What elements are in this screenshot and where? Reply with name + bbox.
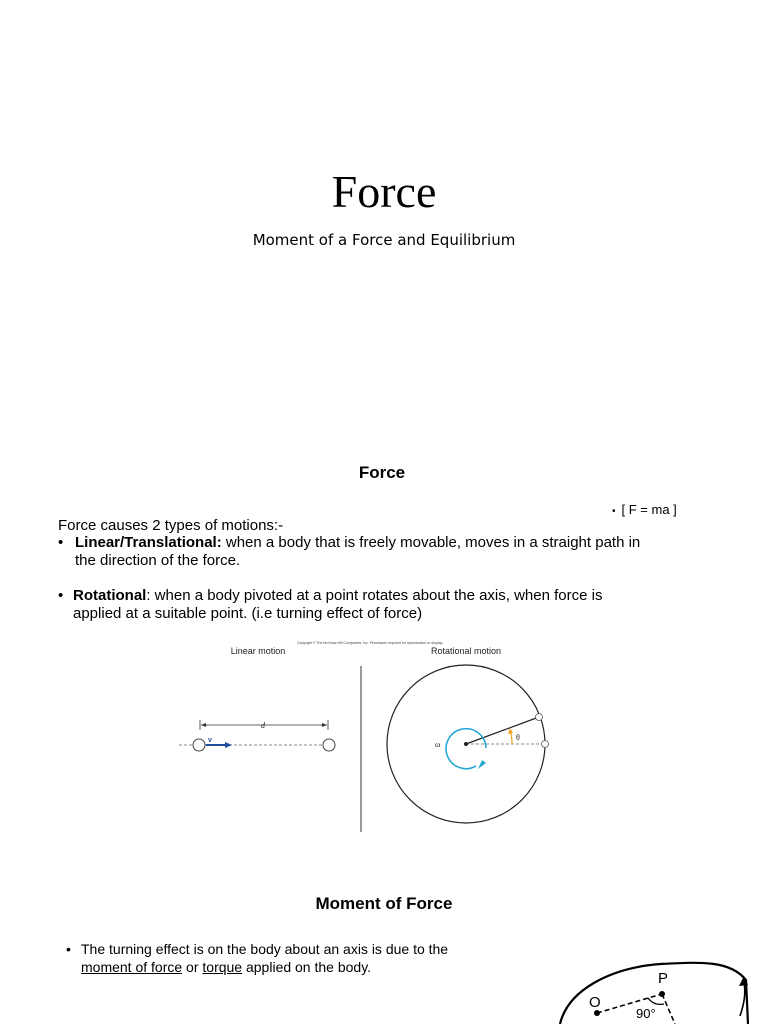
linear-desc-line1: when a body that is freely movable, moves in a straight path in — [221, 534, 641, 551]
angular-arrowhead — [478, 760, 486, 769]
bullet-dot: • — [58, 534, 64, 551]
theta-arrowhead — [508, 728, 513, 734]
pivot-point — [464, 742, 468, 746]
moment-desc-line1: The turning effect is on the body about an axis is due to the — [81, 941, 449, 957]
label-d: d — [261, 721, 265, 730]
particle-start — [193, 739, 205, 751]
label-rotational-motion: Rotational motion — [430, 646, 502, 656]
label-omega: ω — [435, 740, 441, 749]
label-v: v — [208, 737, 212, 744]
right-angle-arc — [648, 998, 664, 1004]
moment-desc-mid: or — [182, 959, 203, 975]
start-point — [542, 741, 549, 748]
intro-text: Force causes 2 types of motions:- — [58, 517, 284, 534]
moment-desc-post: applied on the body. — [242, 959, 372, 975]
slide-subtitle: Moment of a Force and Equilibrium — [252, 231, 516, 249]
section-title-moment: Moment of Force — [315, 894, 453, 913]
rotational-desc-line2: applied at a suitable point. (i.e turning effect of force) — [73, 605, 423, 622]
link-torque[interactable]: torque — [202, 959, 243, 975]
section-title-force: Force — [358, 463, 406, 482]
angular-velocity-arc — [446, 729, 486, 769]
label-p: P — [658, 970, 669, 987]
label-o: O — [589, 994, 601, 1011]
rotating-point — [536, 714, 543, 721]
bullet-dot: • — [58, 587, 64, 604]
slide-title-force: Force — [331, 166, 437, 217]
label-linear-motion: Linear motion — [230, 646, 286, 656]
term-linear: Linear/Translational: — [75, 534, 222, 551]
rotational-desc-line1: : when a body pivoted at a point rotates about the axis, when force is — [146, 587, 603, 604]
figure-copyright: Copyright © The McGraw-Hill Companies, Inc. Permission required for reproduction or display. — [296, 641, 444, 645]
bullet-dot: • — [612, 506, 616, 517]
formula-bullet — [612, 502, 677, 520]
label-theta: θ — [516, 733, 520, 742]
force-line — [662, 994, 675, 1024]
d-arrow-left — [201, 723, 206, 727]
label-90-degrees: 90° — [636, 1006, 656, 1021]
velocity-arrowhead — [225, 742, 232, 748]
linear-desc-line2: the direction of the force. — [75, 552, 241, 569]
particle-end — [323, 739, 335, 751]
link-moment-of-force[interactable]: moment of force — [81, 959, 183, 975]
torque-diagram — [550, 920, 760, 1024]
d-arrow-right — [322, 723, 327, 727]
term-rotational: Rotational — [73, 587, 147, 604]
radius-line — [466, 717, 539, 744]
motion-diagram — [170, 636, 560, 836]
bullet-dot: • — [66, 941, 71, 957]
rotation-arrow — [740, 982, 745, 1016]
formula-text: [ F = ma ] — [621, 502, 677, 517]
